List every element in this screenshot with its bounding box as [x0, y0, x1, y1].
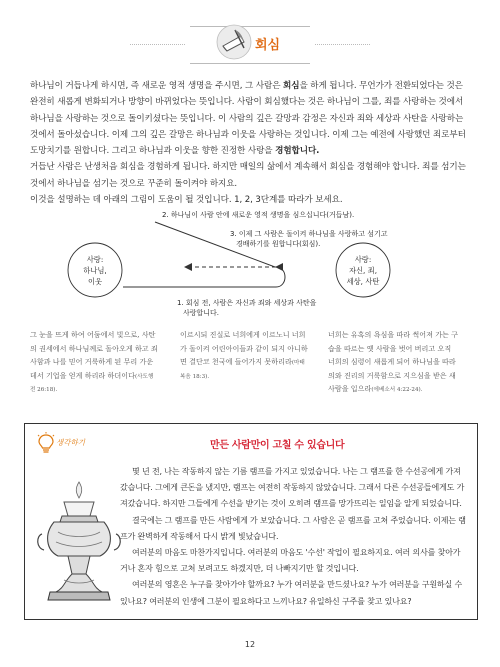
step2-label: 2. 하나님이 사람 안에 새로운 영적 생명을 심으십니다(거듭남).	[162, 211, 355, 219]
think-box-text	[120, 464, 466, 610]
svg-text:자신, 죄,	[349, 266, 377, 275]
left-circle-line1: 사랑:	[86, 255, 104, 264]
scripture-columns	[30, 328, 470, 416]
paragraph-1: 하나님이 거듭나게 하시면, 즉 새로운 영적 생명을 주시면, 그 사람은 회심을 하게 됩니다. 무언가가 전환되었다는 것은 완전히 새롭게 변화되거나 방향이 바뀌었다는 뜻입니다. 사람이 회심했다는 것은 하나님이 그를, 죄를 사랑하는 것에서 하나님을 사랑하는 것으로 돌이키셨다는 뜻입니다. 이 사람의 깊은 갈망과 감정은 자신과 죄와 세상과 사탄을 사랑하는 것에서 돌아섰습니다. 이제 그의 깊은 갈망은 하나님과 이웃을 사랑하는 것입니다. 이제 그는 예전에 사랑했던 죄로부터 도망치기를 원합니다. 그리고 하나님과 이웃을 향한 진정한 사랑을 경험합니다.	[30, 81, 466, 157]
step1-label-line1: 1. 회심 전, 사람은 자신과 죄와 세상과 사탄을	[177, 299, 317, 307]
conversion-diagram	[30, 210, 470, 328]
paper-quill-icon	[214, 22, 254, 62]
think-paragraph-3: 여러분의 마음도 마찬가지입니다. 여러분의 마음도 '수선' 작업이 필요하지요. 여러 의사를 찾아가거나 혼자 힘으로 고쳐 보려고도 하겠지만, 더 나빠지기만 할 것입니다.	[120, 548, 461, 574]
step1-arrow	[123, 267, 285, 287]
paragraph-3: 이것을 설명하는 데 아래의 그림이 도움이 될 것입니다. 1, 2, 3단계를 따라가 보세요.	[30, 195, 343, 206]
step3-label-line1: 3. 이제 그 사람은 돌이켜 하나님을 사랑하고 섬기고	[230, 230, 388, 238]
main-text	[30, 78, 470, 208]
verse-acts: 그 눈을 뜨게 하여 어둠에서 빛으로, 사탄 의 권세에서 하나님께로 돌아오게 하고 죄 사함과 나를 믿어 거룩하게 된 무리 가운 데서 기업을 얻게 하리라 하더이다(사도행 전 26:18).	[30, 330, 158, 394]
verse-matthew: 이르시되 진실로 너희에게 이르노니 너희 가 돌이켜 어린아이들과 같이 되지 아니하 면 결단코 천국에 들어가지 못하리라(마태 복음 18:3).	[180, 330, 308, 380]
step3-label-line2: 경배하기를 원합니다(회심).	[236, 240, 321, 248]
lightbulb-icon	[36, 432, 56, 454]
section-header	[0, 22, 500, 66]
think-paragraph-2: 결국에는 그 램프를 만든 사람에게 가 보았습니다. 그 사람은 곧 램프를 고쳐 주었습니다. 이제는 램프가 완벽하게 작동해서 다시 밝게 빛났습니다.	[120, 515, 466, 541]
think-box-title: 만든 사람만이 고칠 수 있습니다	[210, 440, 345, 451]
svg-text:세상, 사탄	[347, 277, 380, 286]
step1-label-line2: 사랑합니다.	[183, 309, 220, 317]
left-circle-line2: 하나님,	[83, 266, 107, 275]
right-circle-line2: 자신, 죄,	[348, 266, 378, 275]
svg-text:사랑:	[355, 255, 372, 264]
svg-text:이웃	[88, 277, 102, 286]
think-label-text: 생각하기	[56, 438, 85, 447]
right-circle-line1: 사랑:	[354, 255, 372, 264]
page-number: 12	[244, 640, 256, 649]
paragraph-2: 거듭난 사람은 난생처음 회심을 경험하게 됩니다. 하지만 매일의 삶에서 계속해서 회심을 경험해야 합니다. 죄를 섬기는 것에서 하나님을 섬기는 것으로 꾸준히 돌이켜야 하지요.	[30, 162, 466, 189]
right-circle-line3: 세상, 사탄	[346, 277, 380, 286]
think-paragraph-1: 몇 년 전, 나는 작동하지 않는 기름 램프를 가지고 있었습니다. 나는 그 램프를 한 수선공에게 가져갔습니다. 그에게 큰돈을 냈지만, 램프는 여전히 작동하지 않았습니다. 그래서 다른 수선공들에게도 가져갔습니다. 하지만 그들에게 수선을 받기는 것이 오히려 램프를 망가뜨리는 일임을 알게 되었습니다.	[120, 467, 465, 509]
think-paragraph-4: 여러분의 영혼은 누구를 찾아가야 할까요? 누가 여러분을 만드셨나요? 누가 여러분을 구원하실 수 있나요? 여러분의 인생에 그분이 필요하다고 느끼나요? 유일하신 구주를 찾고 있나요?	[120, 580, 463, 606]
left-circle-line3: 이웃	[87, 277, 103, 286]
oil-lamp-illustration	[34, 476, 124, 611]
svg-text:사랑:	[87, 255, 104, 264]
page-title: 회심	[255, 38, 281, 53]
svg-text:하나님,	[83, 266, 106, 275]
verse-ephesians: 너희는 유혹의 욕심을 따라 썩어져 가는 구 습을 따르는 옛 사람을 벗어 버리고 오직 너희의 심령이 새롭게 되어 하나님을 따라 의와 진리의 거룩함으로 지으심을 받은 새 사람을 입으라(에베소서 4:22-24).	[328, 330, 459, 394]
